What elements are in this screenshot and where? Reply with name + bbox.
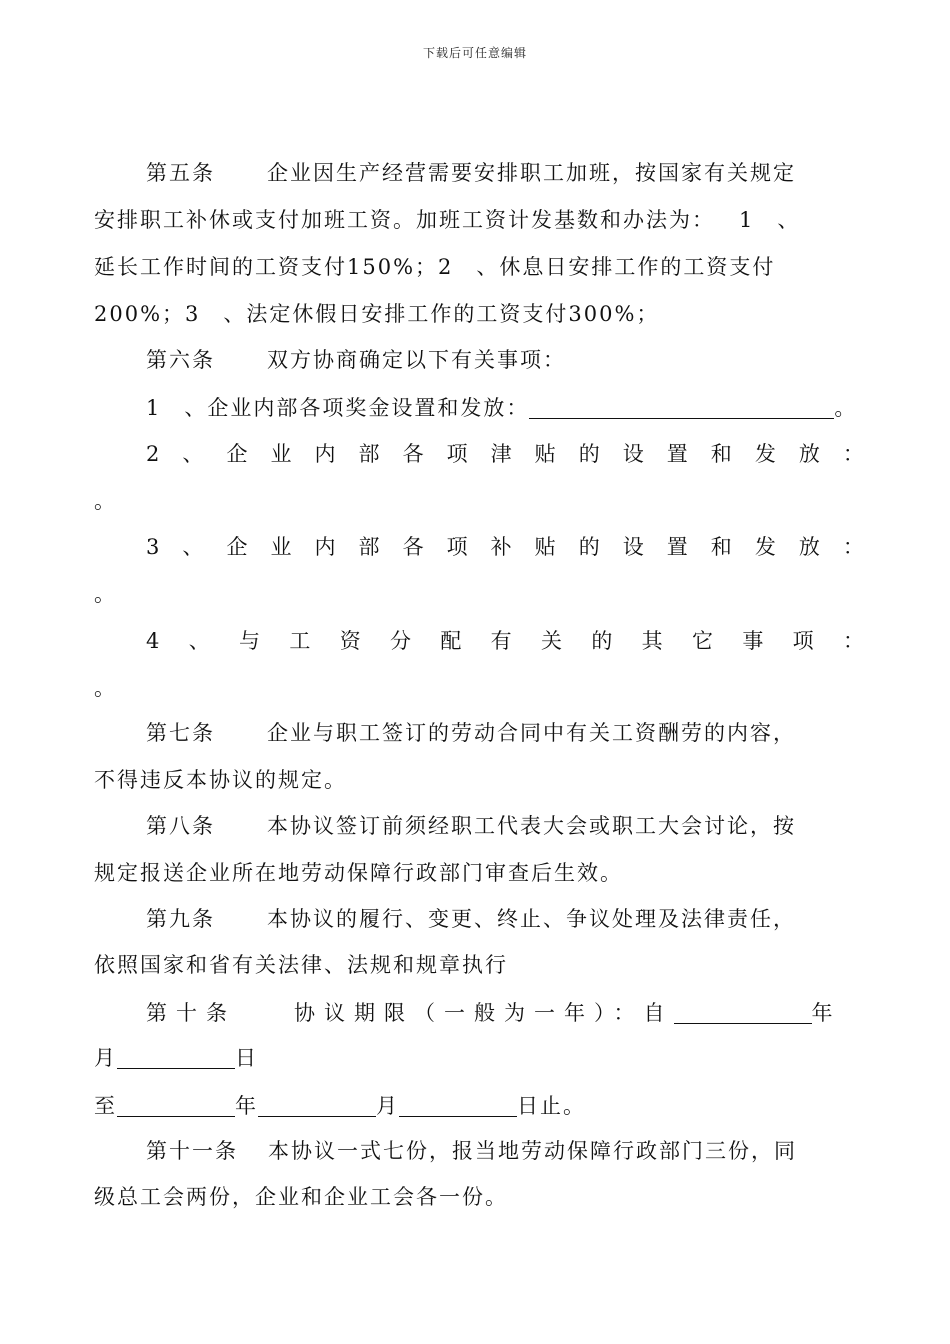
justified-char: 的: [578, 535, 600, 559]
justified-char: 2: [146, 442, 160, 466]
justified-char: 各: [402, 442, 424, 466]
justified-char: 项: [446, 535, 468, 559]
start-month-blank[interactable]: [117, 1046, 235, 1069]
justified-char: 、: [182, 535, 204, 559]
justified-char: 的: [578, 442, 600, 466]
justified-char: 内: [314, 535, 336, 559]
justified-char: 4: [146, 629, 160, 653]
art6-item2: [146, 439, 864, 469]
art6-item1: 1 、企业内部各项奖金设置和发放： 。: [146, 396, 858, 420]
art10-label: 第十条: [146, 1001, 236, 1025]
art9-line2: 依照国家和省有关法律、法规和规章执行: [94, 953, 508, 977]
justified-char: 部: [358, 442, 380, 466]
justified-char: 置: [666, 442, 688, 466]
justified-char: 它: [691, 629, 713, 653]
justified-char: ：: [842, 629, 864, 653]
art8-line2: 规定报送企业所在地劳动保障行政部门审查后生效。: [94, 861, 623, 885]
page-header: 下载后可任意编辑: [422, 46, 527, 60]
art5-line4: 200%；3 、法定休假日安排工作的工资支付300%；: [94, 302, 660, 326]
justified-char: 贴: [534, 535, 556, 559]
art7-line2: 不得违反本协议的规定。: [94, 768, 347, 792]
justified-char: 3: [146, 535, 160, 559]
justified-char: 设: [622, 535, 644, 559]
art6-label: 第六条: [146, 348, 215, 372]
justified-char: 项: [792, 629, 814, 653]
justified-char: 业: [270, 535, 292, 559]
justified-char: 、: [188, 629, 210, 653]
justified-char: 发: [754, 535, 776, 559]
art6-item4: [146, 626, 864, 656]
justified-char: 关: [541, 629, 562, 653]
art6-item2-end: 。: [94, 489, 117, 513]
justified-char: 事: [742, 629, 764, 653]
art7-label: 第七条: [146, 721, 215, 745]
art5-line2: 安排职工补休或支付加班工资。加班工资计发基数和办法为： 1 、: [94, 208, 801, 232]
justified-char: 业: [270, 442, 292, 466]
justified-char: 放: [798, 442, 820, 466]
justified-char: 与: [239, 629, 261, 653]
art6-line1: 第六条 双方协商确定以下有关事项：: [146, 348, 566, 372]
justified-char: 工: [289, 629, 311, 653]
justified-char: 分: [390, 629, 412, 653]
end-day-blank[interactable]: [399, 1094, 517, 1117]
justified-char: 企: [226, 535, 248, 559]
justified-char: 设: [622, 442, 644, 466]
art9-line1: 第九条 本协议的履行、变更、终止、争议处理及法律责任，: [146, 907, 796, 931]
justified-char: 各: [402, 535, 424, 559]
justified-char: 项: [446, 442, 468, 466]
end-year-blank[interactable]: [117, 1094, 235, 1117]
art6-item3: [146, 532, 864, 562]
justified-char: 有: [490, 629, 512, 653]
art7-line1: 第七条 企业与职工签订的劳动合同中有关工资酬劳的内容，: [146, 721, 796, 745]
justified-char: 和: [710, 442, 732, 466]
justified-char: 贴: [534, 442, 556, 466]
art6-item3-end: 。: [94, 582, 117, 606]
art11-label: 第十一条: [146, 1139, 238, 1163]
justified-char: 发: [754, 442, 776, 466]
start-year-blank[interactable]: [674, 1001, 812, 1024]
art5-label: 第五条: [146, 161, 215, 185]
justified-char: 企: [226, 442, 248, 466]
justified-char: 津: [490, 442, 512, 466]
justified-char: 置: [666, 535, 688, 559]
justified-char: 部: [358, 535, 380, 559]
justified-char: 补: [490, 535, 512, 559]
art6-item4-end: 。: [94, 676, 117, 700]
art10-line1: 第十条 协议期限（一般为一年）：自 年: [146, 1001, 842, 1025]
end-month-blank[interactable]: [258, 1094, 376, 1117]
art5-line3: 延长工作时间的工资支付150%；2 、休息日安排工作的工资支付: [94, 255, 776, 279]
art10-line3: 至 年 月 日止。: [94, 1094, 586, 1118]
art10-line2: 月 日: [94, 1046, 258, 1070]
justified-char: 的: [591, 629, 613, 653]
justified-char: ：: [842, 535, 864, 559]
art11-line2: 级总工会两份，企业和企业工会各一份。: [94, 1185, 508, 1209]
art9-label: 第九条: [146, 907, 215, 931]
art11-line1: 第十一条 本协议一式七份，报当地劳动保障行政部门三份，同: [146, 1139, 797, 1163]
justified-char: 、: [182, 442, 204, 466]
art8-line1: 第八条 本协议签订前须经职工代表大会或职工大会讨论，按: [146, 814, 796, 838]
art8-label: 第八条: [146, 814, 215, 838]
justified-char: ：: [842, 442, 864, 466]
justified-char: 放: [798, 535, 820, 559]
justified-char: 和: [710, 535, 732, 559]
justified-char: 资: [339, 629, 361, 653]
justified-char: 其: [641, 629, 663, 653]
justified-char: 配: [440, 629, 462, 653]
bonus-blank[interactable]: [529, 396, 834, 419]
art5-line1: 第五条 企业因生产经营需要安排职工加班，按国家有关规定: [146, 161, 796, 185]
justified-char: 内: [314, 442, 336, 466]
